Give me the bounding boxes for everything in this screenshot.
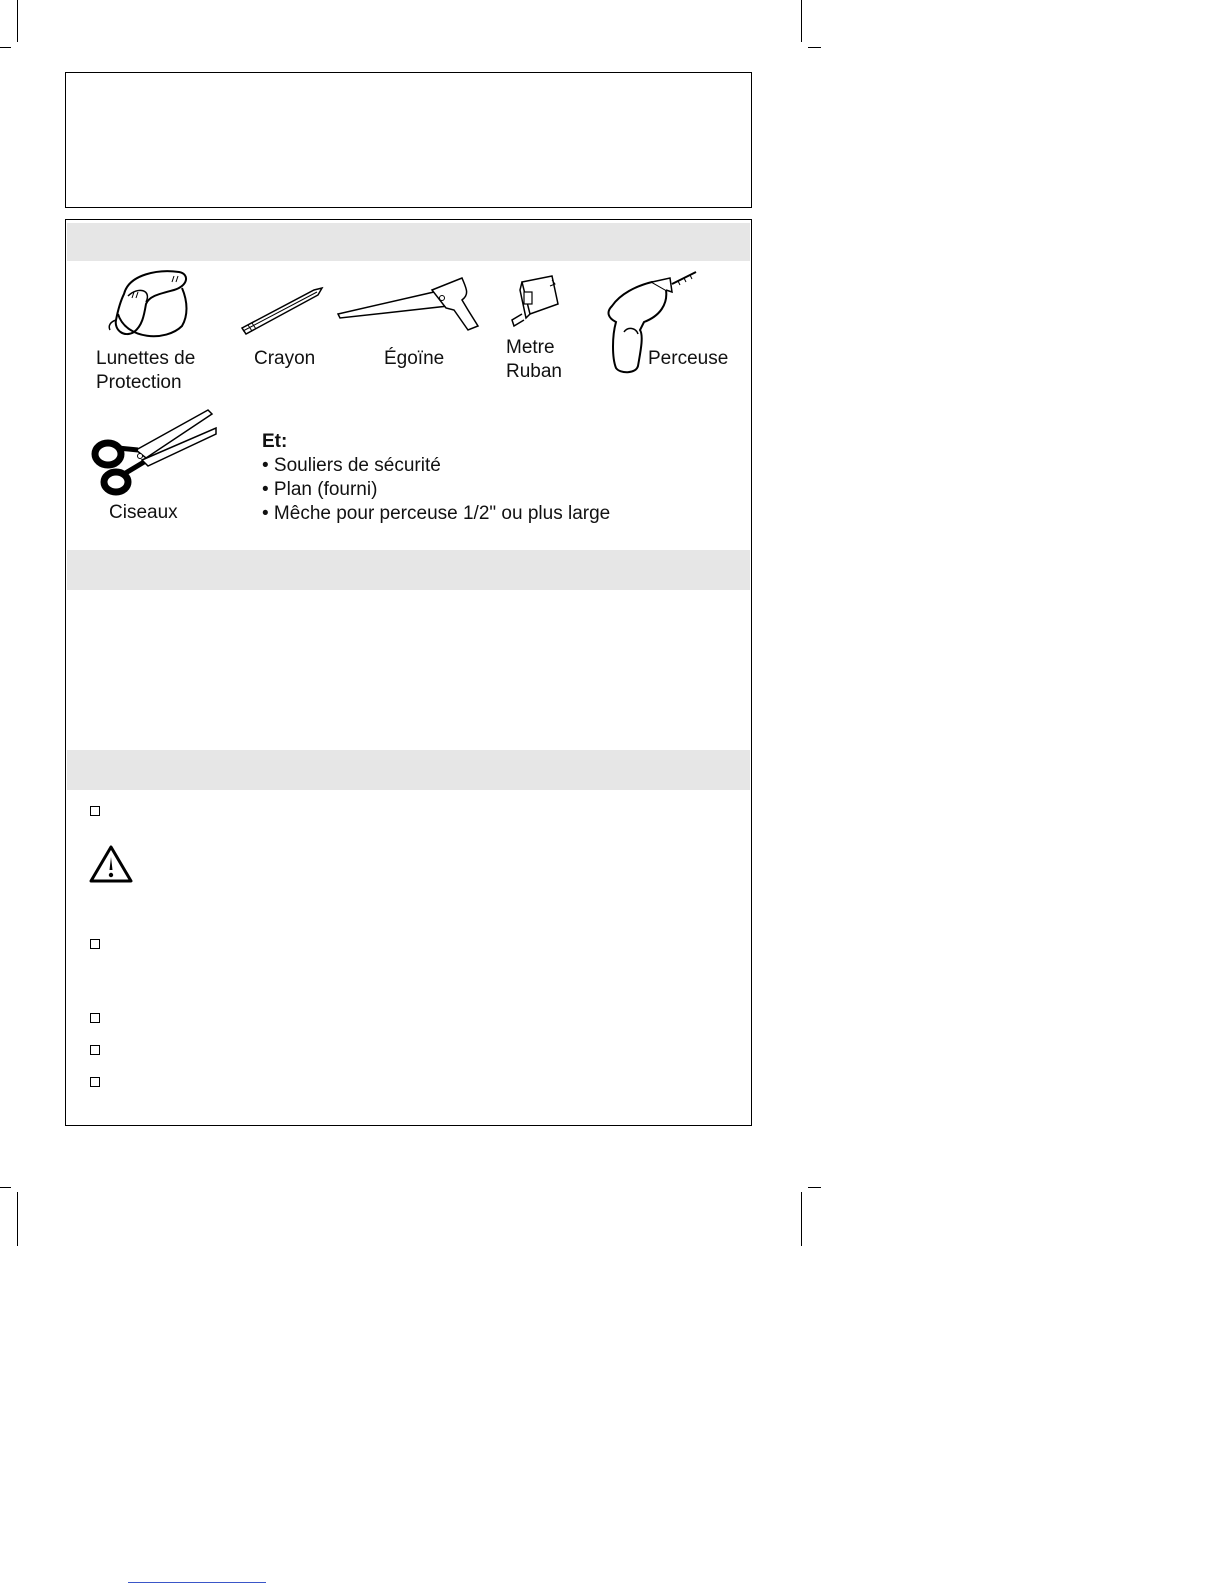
crop-mark	[808, 47, 821, 48]
crop-mark	[0, 1187, 11, 1188]
checklist-checkbox[interactable]	[90, 1045, 100, 1055]
keyhole-saw-icon	[336, 276, 482, 332]
crop-mark	[0, 47, 11, 48]
tool-label-pencil: Crayon	[254, 348, 316, 369]
pencil-icon	[238, 286, 326, 338]
crop-mark	[17, 0, 18, 42]
checklist-checkbox[interactable]	[90, 1077, 100, 1087]
tool-label-scissors: Ciseaux	[109, 502, 178, 523]
section-band-2	[67, 550, 750, 590]
tool-label-goggles	[96, 347, 195, 395]
crop-mark	[801, 0, 802, 42]
tool-label-tape	[506, 336, 562, 384]
header-box	[65, 72, 752, 208]
tool-label-saw: Égoïne	[384, 348, 445, 369]
tools-panel	[65, 219, 752, 1126]
safety-goggles-icon	[104, 264, 194, 346]
additional-item: • Mêche pour perceuse 1/2" ou plus large	[262, 503, 611, 524]
checklist-checkbox[interactable]	[90, 939, 100, 949]
crop-mark	[801, 1192, 802, 1246]
section-band-tools	[67, 223, 750, 261]
additional-items	[262, 430, 610, 526]
additional-items-heading: Et:	[262, 431, 288, 452]
checklist-checkbox[interactable]	[90, 1013, 100, 1023]
goggles-label-line2: Protection	[96, 372, 182, 393]
checklist-checkbox[interactable]	[90, 806, 100, 816]
scissors-icon	[90, 408, 220, 500]
crop-mark	[808, 1187, 821, 1188]
tape-measure-icon	[508, 274, 564, 330]
page-link-underline[interactable]	[128, 1582, 266, 1583]
tool-label-drill: Perceuse	[648, 348, 729, 369]
crop-mark	[17, 1192, 18, 1246]
tape-label-line2: Ruban	[506, 361, 562, 382]
warning-triangle-icon	[88, 844, 134, 884]
additional-item: • Plan (fourni)	[262, 479, 378, 500]
section-band-3	[67, 750, 750, 790]
additional-item: • Souliers de sécurité	[262, 455, 441, 476]
tape-label-line1: Metre	[506, 337, 555, 358]
goggles-label-line1: Lunettes de	[96, 348, 196, 369]
